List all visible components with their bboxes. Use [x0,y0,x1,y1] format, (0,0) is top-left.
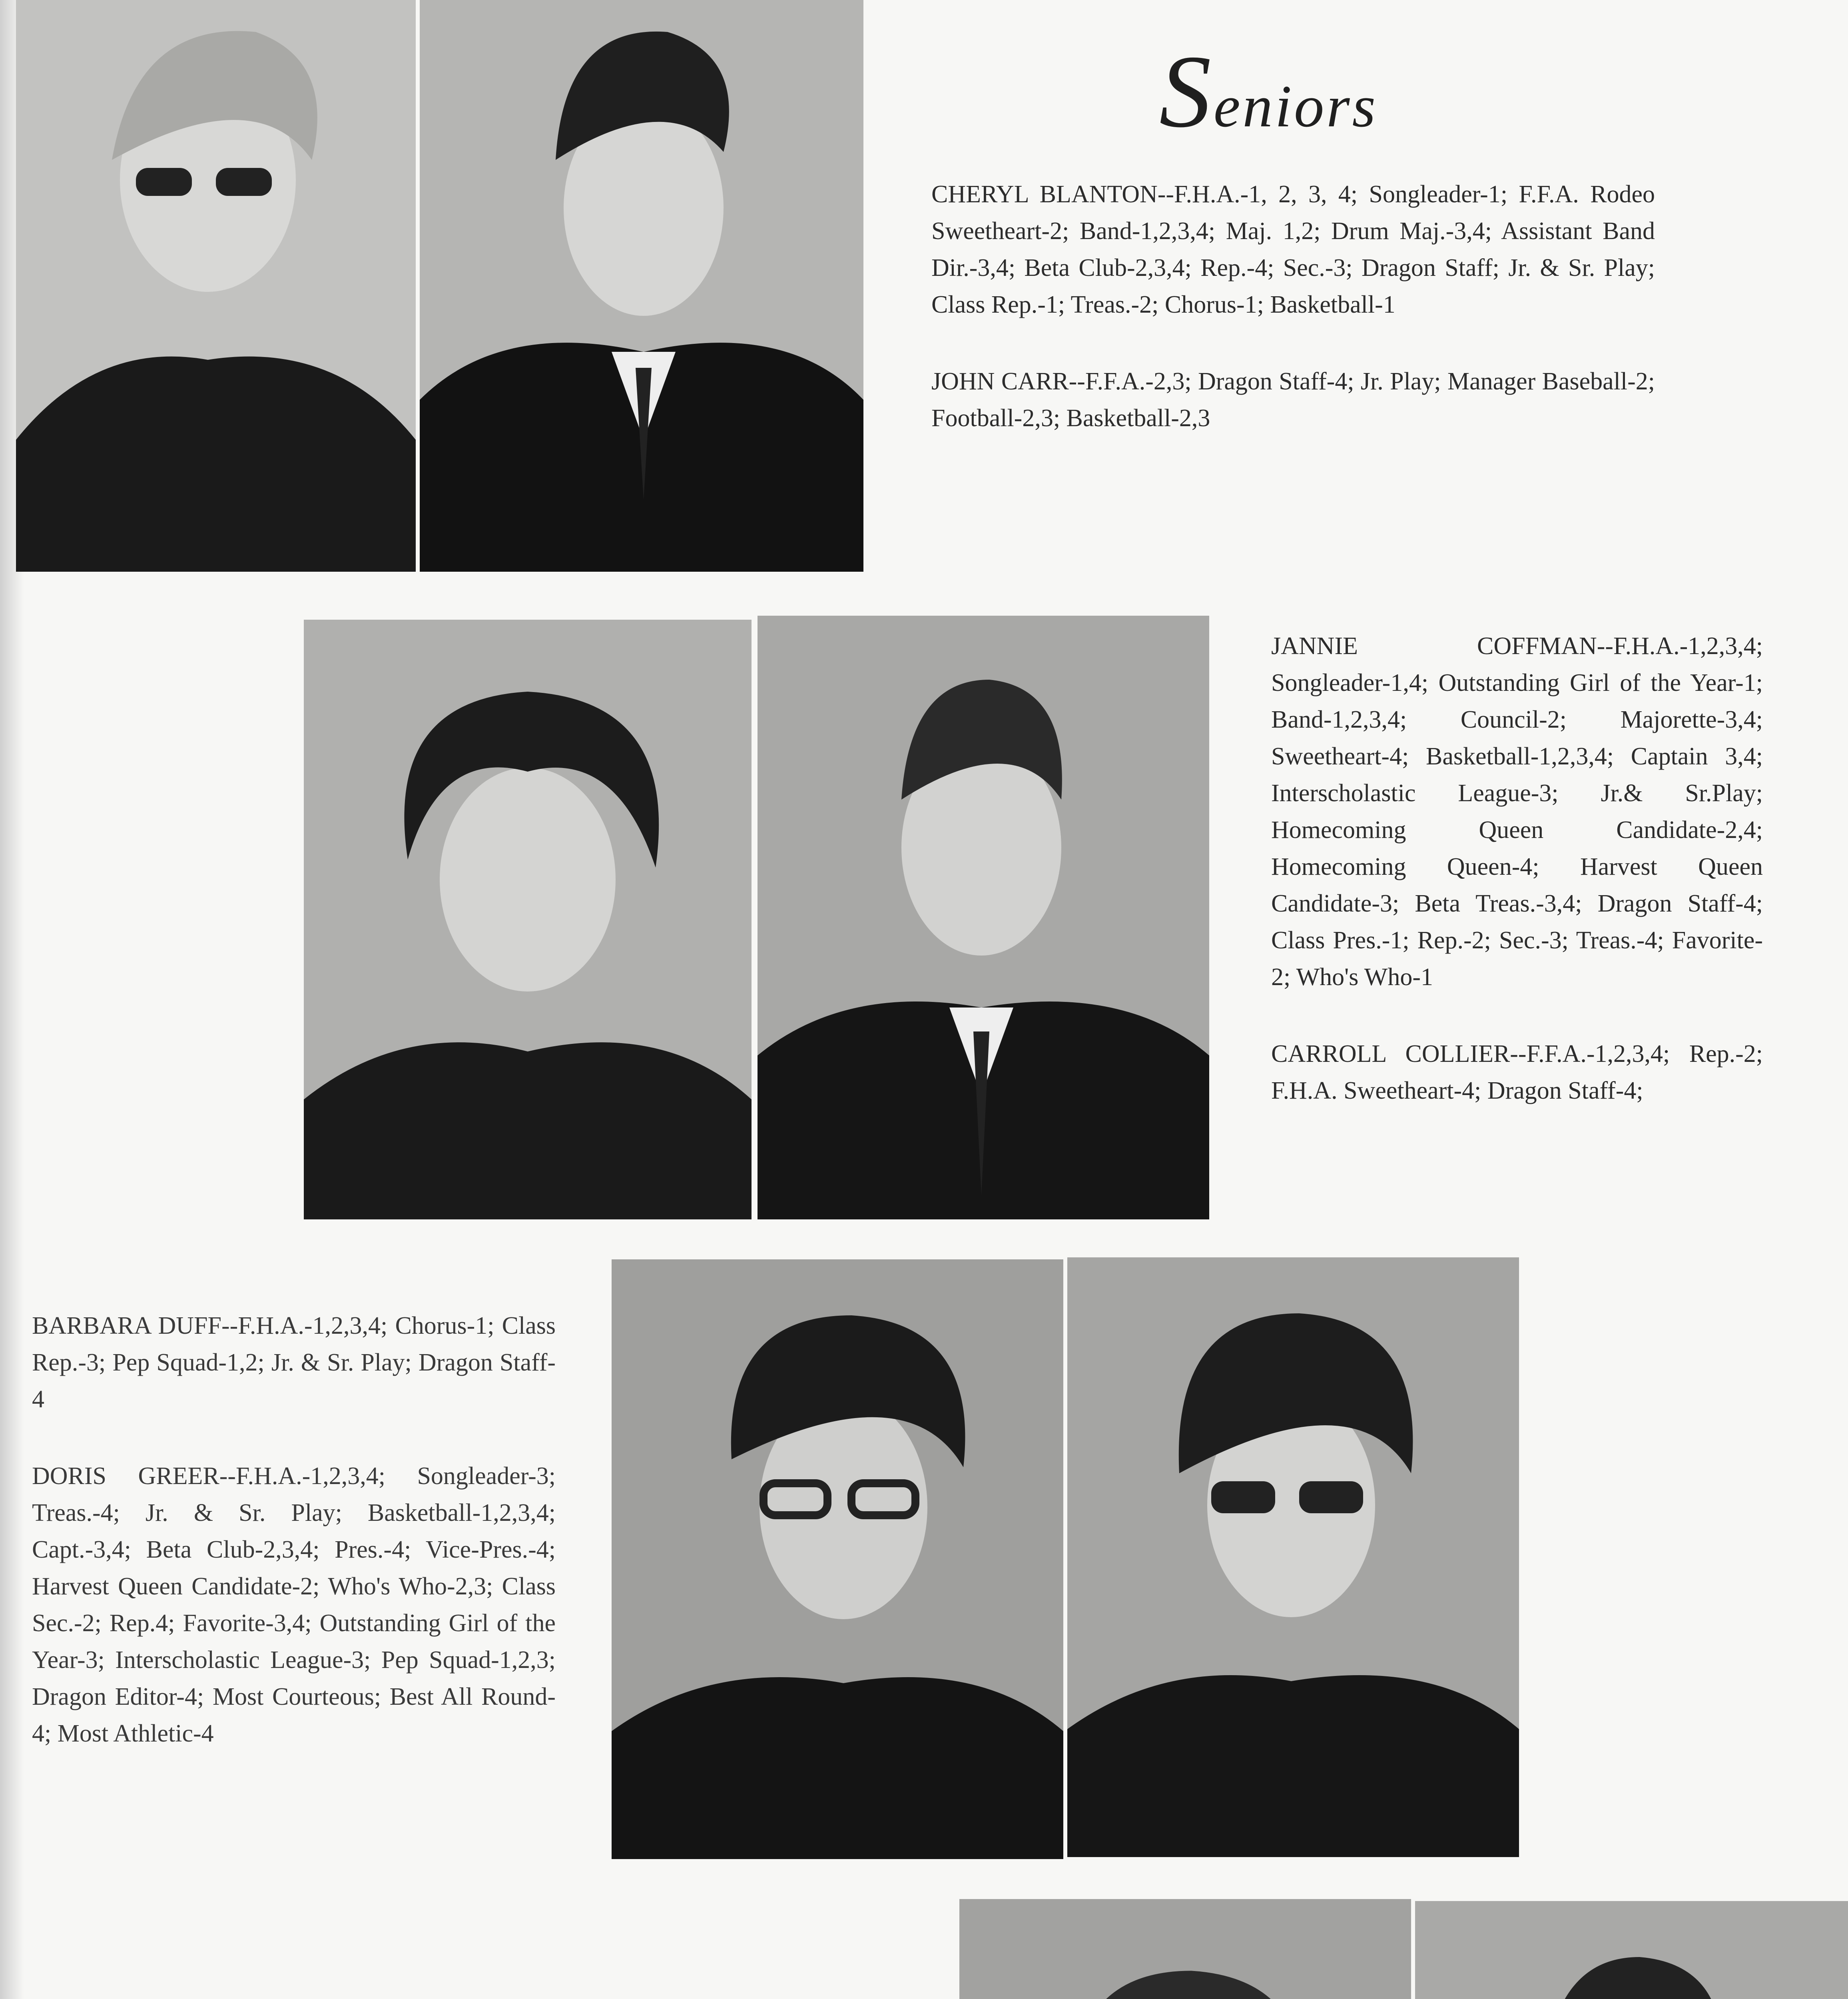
bio-text: CHERYL BLANTON--F.H.A.-1, 2, 3, 4; Songleader-1; F.F.A. Rodeo Sweetheart-2; Band-1,2,3,4; Maj. 1,2; Drum Maj.-3,4; Assistant Band Dir.-3,4; Beta Club-2,3,4; Rep.-4; Sec.-3; Dragon Staff; Jr. & Sr. Play; Class Rep.-1; Treas.-2; Chorus-1; Basketball-1 [931,181,1655,318]
portrait-barbara-duff [612,1259,1063,1859]
bio-text: BARBARA DUFF--F.H.A.-1,2,3,4; Chorus-1; Class Rep.-3; Pep Squad-1,2; Jr. & Sr. Play; Dragon Staff-4 [32,1312,556,1413]
bio-text: JOHN CARR--F.F.A.-2,3; Dragon Staff-4; Jr. Play; Manager Baseball-2; Football-2,3; Basketball-2,3 [931,368,1655,432]
portrait-doris-greer [1067,1257,1519,1857]
portrait-john-carr [420,0,863,572]
bio-cheryl-blanton [931,176,1655,477]
bio-barbara-duff [32,1307,556,1792]
portrait-jannie-coffman [304,620,752,1219]
bio-text: CARROLL COLLIER--F.F.A.-1,2,3,4; Rep.-2; F.H.A. Sweetheart-4; Dragon Staff-4; [1271,1040,1763,1104]
bio-jannie-coffman [1271,628,1763,1149]
bio-text: DORIS GREER--F.H.A.-1,2,3,4; Songleader-3; Treas.-4; Jr. & Sr. Play; Basketball-1,2,3,4; Capt.-3,4; Beta Club-2,3,4; Pres.-4; Vice-Pres.-4; Harvest Queen Candidate-2; Who's Who-2,3; Class Sec.-2; Rep.4; Favorite-3,4; Outstanding Girl of the Year-3; Interscholastic League-3; Pep Squad-1,2,3; Dragon Editor-4; Most Courteous; Best All Round-4; Most Athletic-4 [32,1462,556,1747]
portrait-andrew-hollingsworth [1415,1901,1848,1999]
bio-text: JANNIE COFFMAN--F.H.A.-1,2,3,4; Songleader-1,4; Outstanding Girl of the Year-1; Band-1,2,3,4; Council-2; Majorette-3,4; Sweetheart-4; Basketball-1,2,3,4; Captain 3,4; Interscholastic League-3; Jr.& Sr.Play; Homecoming Queen Candidate-2,4; Homecoming Queen-4; Harvest Queen Candidate-3; Beta Treas.-3,4; Dragon Staff-4; Class Pres.-1; Rep.-2; Sec.-3; Treas.-4; Favorite-2; Who's Who-1 [1271,632,1763,991]
page-title: Seniors [1159,34,1378,149]
portrait-carroll-collier [758,616,1209,1219]
portrait-cheryl-blanton [16,0,416,572]
portrait-yvonne-grooms [959,1899,1411,1999]
